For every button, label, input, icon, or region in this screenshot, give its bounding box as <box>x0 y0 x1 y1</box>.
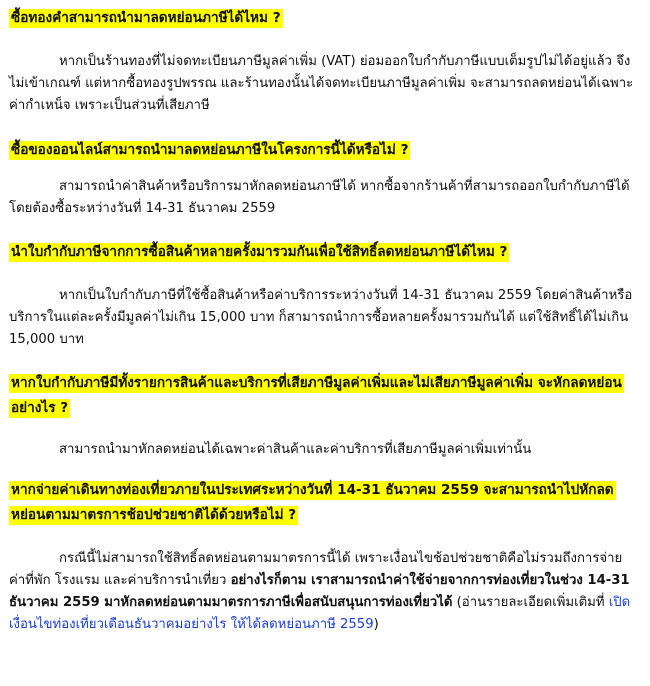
answer-note-prefix: (อ่านรายละเอียดเพิ่มเติมที่ <box>456 595 605 610</box>
faq-question: หากจ่ายค่าเดินทางท่องเที่ยวภายในประเทศระหว่างวันที่ 14-31 ธันวาคม 2559 จะสามารถนำไปหักลดหย่อนตามมาตรการช้อปช่วยชาติได้ด้วยหรือไม่ ? <box>11 482 614 523</box>
faq-question: ซื้อของออนไลน์สามารถนำมาลดหย่อนภาษีในโครงการนี้ได้หรือไม่ ? <box>11 142 409 158</box>
faq-item <box>9 478 640 636</box>
faq-item <box>9 138 640 220</box>
faq-item <box>9 6 640 117</box>
faq-item <box>9 371 640 461</box>
faq-question: ซื้อทองคำสามารถนำมาลดหย่อนภาษีได้ไหม ? <box>11 10 281 26</box>
faq-answer: สามารถนำค่าสินค้าหรือบริการมาหักลดหย่อนภาษีได้ หากซื้อจากร้านค้าที่สามารถออกใบกำกับภาษีได้ โดยต้องซื้อระหว่างวันที่ 14-31 ธันวาคม 2559 <box>9 179 630 216</box>
faq-answer: สามารถนำมาหักลดหย่อนได้เฉพาะค่าสินค้าและค่าบริการที่เสียภาษีมูลค่าเพิ่มเท่านั้น <box>59 442 532 457</box>
faq-answer <box>9 548 640 636</box>
answer-text: กรณีนี้ไม่สามารถใช้สิทธิ์ลดหย่อนตามมาตรการนี้ได้ เพราะเงื่อนไขช้อปช่วยชาติคือไม่รวมถึงการจ่ายค่าที่พัก โรงแรม และค่าบริการนำเที่ยว <box>9 551 623 588</box>
faq-item <box>9 240 640 351</box>
faq-answer: หากเป็นใบกำกับภาษีที่ใช้ซื้อสินค้าหรือค่าบริการระหว่างวันที่ 14-31 ธันวาคม 2559 โดยค่าสินค้าหรือบริการในแต่ละครั้งมีมูลค่าไม่เกิน 15,000 บาท ก็สามารถนำการซื้อหลายครั้งมารวมกันได้ แต่ใช้สิทธิ์ได้ไม่เกิน 15,000 บาท <box>9 288 633 347</box>
related-article-link[interactable]: เปิดเงื่อนไขท่องเที่ยวเดือนธันวาคมอย่างไร ให้ได้ลดหย่อนภาษี 2559 <box>9 595 631 632</box>
answer-note-suffix: ) <box>373 617 379 632</box>
faq-question: หากใบกำกับภาษีมีทั้งรายการสินค้าและบริการที่เสียภาษีมูลค่าเพิ่มและไม่เสียภาษีมูลค่าเพิ่ม จะหักลดหย่อนอย่างไร ? <box>11 375 622 416</box>
faq-answer: หากเป็นร้านทองที่ไม่จดทะเบียนภาษีมูลค่าเพิ่ม (VAT) ย่อมออกใบกำกับภาษีแบบเต็มรูปไม่ได้อยู่แล้ว จึงไม่เข้าเกณฑ์ แต่หากซื้อทองรูปพรรณ และร้านทองนั้นได้จดทะเบียนภาษีมูลค่าเพิ่ม จะสามารถลดหย่อนได้เฉพาะค่ากำเหน็จ เพราะเป็นส่วนที่เสียภาษี <box>9 54 634 113</box>
answer-emphasis: อย่างไรก็ตาม เราสามารถนำค่าใช้จ่ายจากการท่องเที่ยวในช่วง 14-31 ธันวาคม 2559 มาหักลดหย่อนตามมาตรการภาษีเพื่อสนับสนุนการท่องเที่ยวได้ <box>9 573 630 610</box>
faq-question: นำใบกำกับภาษีจากการซื้อสินค้าหลายครั้งมารวมกันเพื่อใช้สิทธิ์ลดหย่อนภาษีได้ไหม ? <box>11 244 508 260</box>
